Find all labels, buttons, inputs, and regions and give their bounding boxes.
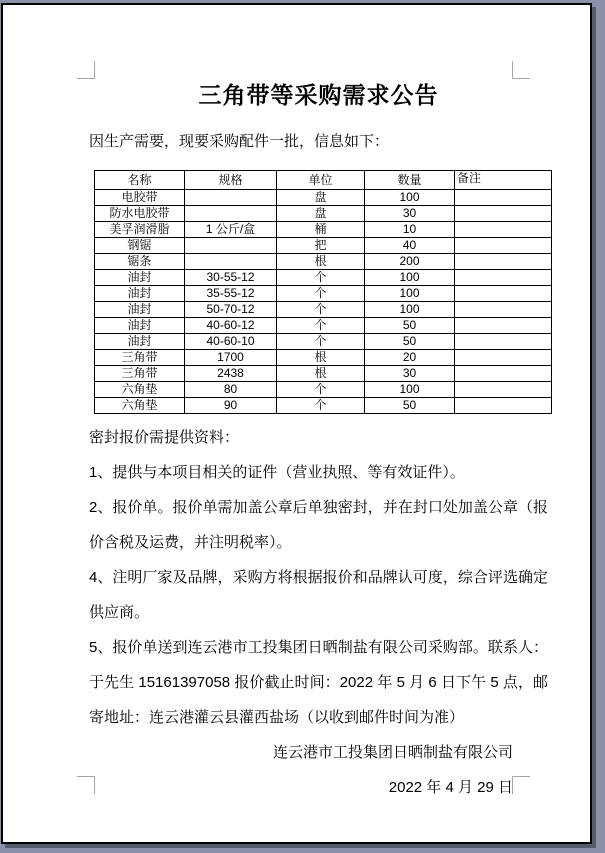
table-cell: 10: [365, 222, 455, 238]
table-header-cell: 规格: [185, 171, 277, 190]
table-row: [95, 302, 552, 318]
page-content: [89, 79, 548, 805]
table-cell: 200: [365, 254, 455, 270]
note-paragraph: 2、报价单。报价单需加盖公章后单独密封，并在封口处加盖公章（报价含税及运费，并注明税率）。: [89, 499, 548, 551]
table-cell: 根: [277, 254, 365, 270]
table-cell: 90: [185, 398, 277, 414]
table-cell: 20: [365, 350, 455, 366]
table-cell: 100: [365, 270, 455, 286]
table-row: [95, 286, 552, 302]
table-cell: 桶: [277, 222, 365, 238]
table-header-cell: 备注: [455, 171, 552, 190]
table-cell: 钢锯: [95, 238, 185, 254]
table-cell: 30: [365, 206, 455, 222]
table-cell: 1 公斤/盒: [185, 222, 277, 238]
table-row: [95, 398, 552, 414]
table-cell: 六角垫: [95, 382, 185, 398]
table-cell: 50: [365, 334, 455, 350]
table-cell: [455, 334, 552, 350]
table-cell: 把: [277, 238, 365, 254]
table-cell: 1700: [185, 350, 277, 366]
table-cell: [455, 382, 552, 398]
table-cell: 盘: [277, 206, 365, 222]
table-cell: [455, 398, 552, 414]
table-cell: 盘: [277, 190, 365, 206]
table-cell: 100: [365, 286, 455, 302]
table-row: [95, 270, 552, 286]
document-page: [1, 3, 592, 844]
table-cell: 防水电胶带: [95, 206, 185, 222]
table-row: [95, 318, 552, 334]
table-cell: 六角垫: [95, 398, 185, 414]
signature-date: 2022 年 4 月 29 日: [388, 779, 513, 796]
table-header-cell: 单位: [277, 171, 365, 190]
table-row: [95, 190, 552, 206]
table-cell: [185, 238, 277, 254]
note-paragraph: 密封报价需提供资料：: [89, 429, 240, 446]
table-cell: 电胶带: [95, 190, 185, 206]
table-cell: 根: [277, 366, 365, 382]
table-cell: 三角带: [95, 350, 185, 366]
table-cell: [185, 206, 277, 222]
table-cell: 油封: [95, 302, 185, 318]
table-cell: 油封: [95, 334, 185, 350]
table-cell: 油封: [95, 286, 185, 302]
table-cell: 美孚润滑脂: [95, 222, 185, 238]
table-cell: 锯条: [95, 254, 185, 270]
table-header-cell: 数量: [365, 171, 455, 190]
table-cell: [455, 206, 552, 222]
table-row: [95, 238, 552, 254]
procurement-items-table: [94, 170, 552, 414]
table-cell: 100: [365, 190, 455, 206]
table-cell: [455, 302, 552, 318]
table-cell: [185, 190, 277, 206]
table-cell: 三角带: [95, 366, 185, 382]
table-cell: [455, 350, 552, 366]
table-header-row: [95, 171, 552, 190]
table-row: [95, 334, 552, 350]
note-paragraph: 1、提供与本项目相关的证件（营业执照、等有效证件）。: [89, 464, 465, 481]
table-cell: 80: [185, 382, 277, 398]
table-cell: 个: [277, 318, 365, 334]
table-row: [95, 350, 552, 366]
table-cell: 35-55-12: [185, 286, 277, 302]
table-cell: 个: [277, 398, 365, 414]
table-cell: [455, 222, 552, 238]
table-cell: [455, 270, 552, 286]
table-cell: 个: [277, 334, 365, 350]
table-cell: 40-60-10: [185, 334, 277, 350]
note-paragraph: 4、注明厂家及品牌，采购方将根据报价和品牌认可度，综合评选确定供应商。: [89, 569, 548, 621]
document-title: 三角带等采购需求公告: [198, 82, 439, 108]
margin-mark-top-left: [77, 61, 95, 79]
table-cell: 30-55-12: [185, 270, 277, 286]
table-cell: 个: [277, 302, 365, 318]
table-cell: [455, 190, 552, 206]
table-cell: [455, 318, 552, 334]
table-cell: 油封: [95, 318, 185, 334]
table-cell: 30: [365, 366, 455, 382]
note-paragraph: 5、报价单送到连云港市工投集团日晒制盐有限公司采购部。联系人：于先生 15161397058 报价截止时间：2022 年 5 月 6 日下午 5 点，邮寄地址：连云港灌云县灌西盐场（以收到邮件时间为准）: [89, 639, 548, 726]
table-cell: 油封: [95, 270, 185, 286]
table-cell: 个: [277, 382, 365, 398]
table-cell: 100: [365, 302, 455, 318]
table-row: [95, 222, 552, 238]
table-cell: 个: [277, 286, 365, 302]
table-header-cell: 名称: [95, 171, 185, 190]
table-cell: [455, 366, 552, 382]
table-cell: 40: [365, 238, 455, 254]
table-cell: 根: [277, 350, 365, 366]
table-cell: 个: [277, 270, 365, 286]
table-row: [95, 206, 552, 222]
signature-company: 连云港市工投集团日晒制盐有限公司: [272, 744, 513, 761]
notes-section: [89, 420, 548, 735]
table-cell: 50: [365, 318, 455, 334]
table-cell: 50-70-12: [185, 302, 277, 318]
table-cell: 2438: [185, 366, 277, 382]
table-cell: 50: [365, 398, 455, 414]
table-cell: [455, 254, 552, 270]
table-row: [95, 254, 552, 270]
table-body: [95, 190, 552, 414]
table-row: [95, 366, 552, 382]
table-cell: 40-60-12: [185, 318, 277, 334]
intro-text: 因生产需要，现要采购配件一批，信息如下：: [89, 133, 390, 150]
table-cell: [185, 254, 277, 270]
table-cell: [455, 238, 552, 254]
table-row: [95, 382, 552, 398]
table-cell: [455, 286, 552, 302]
table-cell: 100: [365, 382, 455, 398]
margin-mark-top-right: [512, 61, 530, 79]
